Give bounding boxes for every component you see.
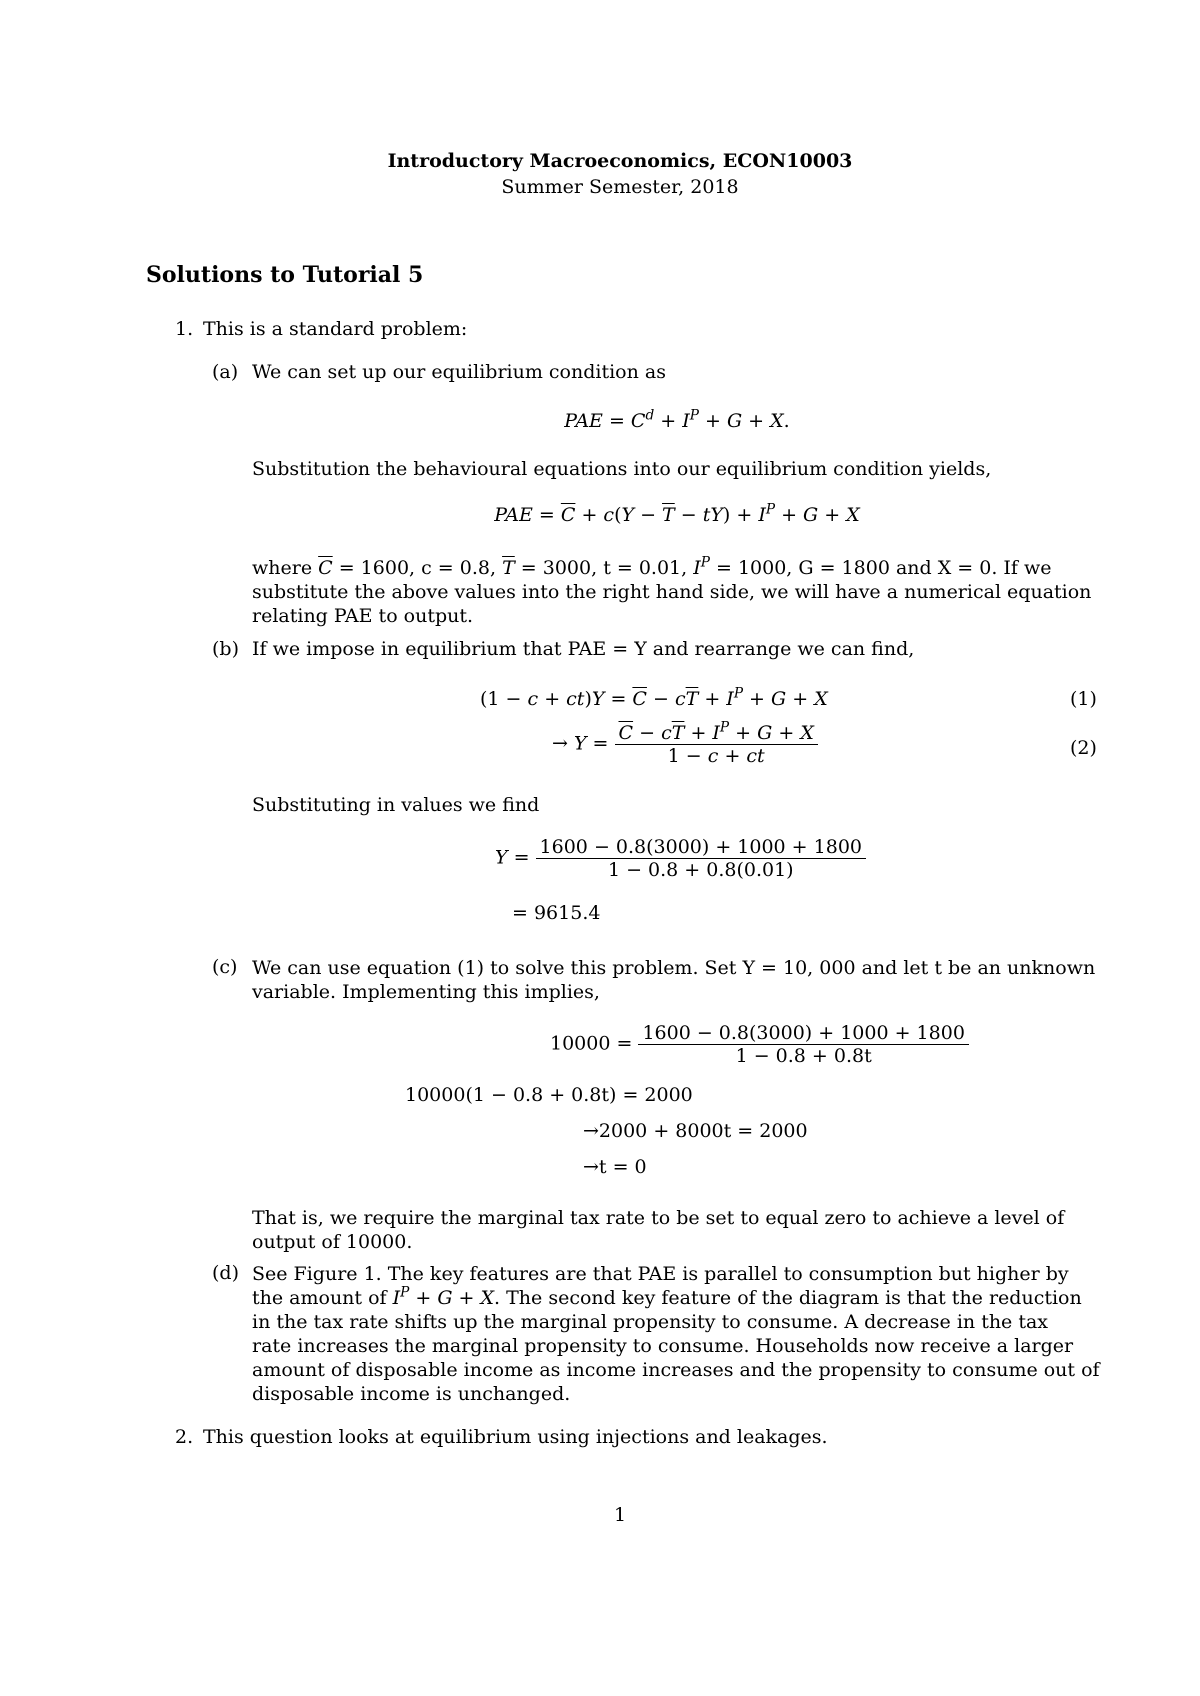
course-title: Introductory Macroeconomics, ECON10003 [387,150,853,172]
eq-c-3: →2000 + 8000t = 2000 [583,1120,808,1142]
q1d-line5: amount of disposable income as income increases and the propensity to consume out of [252,1359,1100,1381]
q1a-line3: relating PAE to output. [252,605,474,627]
q1c-line4: output of 10000. [252,1231,413,1253]
eq-c-4: →t = 0 [583,1156,647,1178]
q2-number: 2. [175,1426,194,1448]
q1a-label: (a) [212,361,239,383]
q1d-line3: in the tax rate shifts up the marginal propensity to consume. A decrease in the tax [252,1311,1049,1333]
page-number: 1 [613,1504,627,1526]
q1a-text1: We can set up our equilibrium condition as [252,361,666,383]
q1b-label: (b) [212,638,239,660]
q1b-text1: If we impose in equilibrium that PAE = Y and rearrange we can find, [252,638,915,660]
q1c-label: (c) [212,956,238,978]
q2-text: This question looks at equilibrium using injections and leakages. [203,1426,828,1448]
eq-1-number: (1) [1070,688,1097,710]
eq-1: $(1 - c + ct)Y = \overline{C} - c\overline{T} + I^P + G + X$ [480,685,828,710]
q1d-line2: the amount of $I^P + G + X$. The second key feature of the diagram is that the reduction [252,1284,1082,1309]
q1c-line2: variable. Implementing this implies, [252,981,600,1003]
eq-c-1: 10000 = $\frac{1600 - 0.8(3000) + 1000 + 1800}{1 - 0.8 + 0.8t}$ [550,1022,969,1067]
q1c-line3: That is, we require the marginal tax rate to be set to equal zero to achieve a level of [252,1207,1065,1229]
q1a-line2: substitute the above values into the right hand side, we will have a numerical equation [252,581,1092,603]
eq-y-value: Y = $\frac{1600 - 0.8(3000) + 1000 + 1800}{1 - 0.8 + 0.8(0.01)}$ [495,836,866,881]
q1b-text2: Substituting in values we find [252,794,540,816]
section-title: Solutions to Tutorial 5 [146,262,424,288]
eq-pae-behavioural: PAE = $\overline{C} + c(Y - \overline{T} - tY) + I^P + G + X$ [494,501,860,526]
eq-2-number: (2) [1070,737,1097,759]
q1-intro: This is a standard problem: [203,318,468,340]
q1d-label: (d) [212,1262,239,1284]
q1d-line4: rate increases the marginal propensity to consume. Households now receive a larger [252,1335,1074,1357]
eq-pae-def: PAE = $C^d + I^P + G + X$. [564,407,790,432]
eq-y-result: = 9615.4 [512,902,601,924]
q1d-line6: disposable income is unchanged. [252,1383,571,1405]
eq-2: → Y = $\frac{\overline{C} - c\overline{T} + I^P + G + X}{1 - c + ct}$ [552,722,818,767]
q1-number: 1. [175,318,194,340]
q1d-line1: See Figure 1. The key features are that PAE is parallel to consumption but higher by [252,1263,1069,1285]
q1a-text2: Substitution the behavioural equations into our equilibrium condition yields, [252,458,992,480]
eq-c-2: 10000(1 − 0.8 + 0.8t) = 2000 [405,1084,693,1106]
semester: Summer Semester, 2018 [501,176,739,198]
q1c-line1: We can use equation (1) to solve this problem. Set Y = 10, 000 and let t be an unknown [252,957,1096,979]
q1a-where-line: where $\overline{C} = 1600$, c = 0.8, $\overline{T} = 3000$, t = 0.01, $I^P = 1000$, G = 1800 and X = 0. If we [252,554,1052,579]
